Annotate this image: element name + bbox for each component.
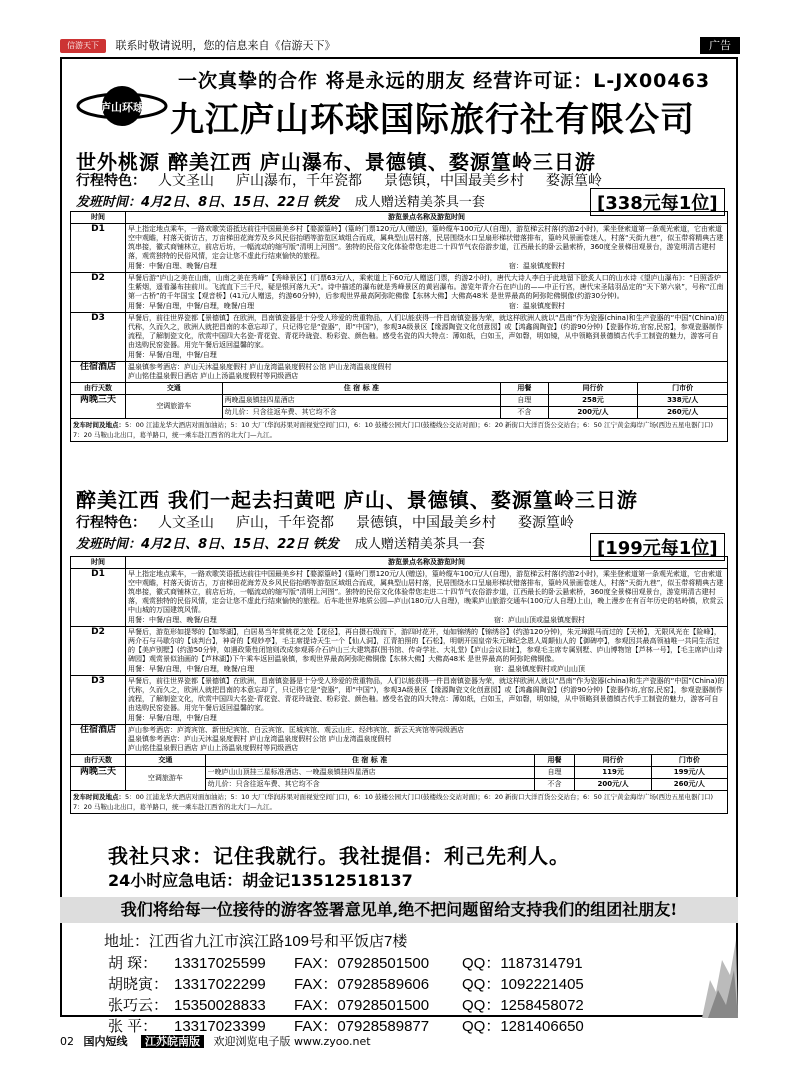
notes-line: 5：00 江浦龙华大酒店对面加油站；5：10 大厂(华润苏果对面视觉空间门口)，6：10 鼓楼公园大门口(鼓楼线公交站对面)；6：20 新街口大洋百货公交站台；6：50 江宁黄金海岸广场(西边五星电器门口) <box>125 793 714 801</box>
notes-line: 5：00 江浦龙华大酒店对面加油站；5：10 大厂(华润苏果对面视觉空间门口)，6：10 鼓楼公园大门口(鼓楼线公交站对面)；6：20 新街口大洋百货公交站台；6：50 江宁黄金海岸广场(西边五星电器门口) <box>125 421 714 429</box>
day-label: D3 <box>71 676 126 725</box>
col-time: 时间 <box>71 557 126 569</box>
std-gate-head: 门市价 <box>638 383 728 395</box>
departure-notes <box>71 419 728 442</box>
day-meal: 用餐：早餐/自理，中餐/自理 <box>128 714 217 722</box>
tour1-feature: 人文圣山 <box>158 173 214 189</box>
contact-row <box>108 1015 584 1036</box>
std-gate-price: 260元/人 <box>651 779 727 791</box>
emergency-hotline: 24小时应急电话：胡金记13512518137 <box>108 871 413 890</box>
std-peer-head: 同行价 <box>575 755 651 767</box>
std-stay-head: 住 宿 标 准 <box>222 383 501 395</box>
company-name: 九江庐山环球国际旅行社有限公司 <box>170 100 695 140</box>
publication-logo: 信游天下 <box>60 39 106 53</box>
std-meal: 自理 <box>534 767 575 779</box>
tour2-departure <box>76 533 485 552</box>
contact-phone: 13317025599 <box>174 955 266 972</box>
page-number: 02 <box>60 1035 74 1048</box>
tour1-itinerary <box>70 211 728 442</box>
contact-row <box>108 994 584 1015</box>
tour2-feature: 景德镇，中国最美乡村 <box>356 515 496 531</box>
header-bar <box>60 36 738 56</box>
tour2-title: 醉美江西 我们一起去扫黄吧 庐山、景德镇、婺源篁岭三日游 <box>76 488 638 512</box>
col-content: 游览景点名称及游览时间 <box>126 557 728 569</box>
day-label: D1 <box>71 569 126 627</box>
day-meal: 用餐：早餐/自理，中餐/自理，晚餐/自理 <box>128 302 255 310</box>
day-text: 早餐后游“庐山之美在山南，山南之美在秀峰”【秀峰景区】(门票63元/人，乘索道上下60元/人赠送门票，约游2小时)，唐代大诗人李白于此地留下脍炙人口的山水诗《望庐山瀑布》：“日照香炉生紫烟，遥看瀑布挂前川。飞流直下三千尺，疑是银河落九天”。诗中描述的瀑布就是秀峰景区的黄岩瀑布。游览年青介石在庐山的——中正行宫，唐代宋圣陆羽品定的“天下第六泉”，号称“江南第一古桥”的千年国宝【观音桥】(41元/人赠送，约游60分钟)，后参观世界最高阿弥陀佛像【东林大佛】大佛高48米 是世界最高的阿弥陀佛铜像(约游30分钟)。 <box>128 274 724 300</box>
company-slogan: 一次真挚的合作 将是永远的朋友 经营许可证：L-JX00463 <box>178 70 711 92</box>
notes-line: 7：20 马鞍山北出口，葛羊路口，统一乘车赴江西省的北大门—九江。 <box>73 431 276 439</box>
contact-qq: QQ：1258458072 <box>462 997 584 1014</box>
contact-fax: FAX：07928589606 <box>294 976 430 993</box>
contact-name: 胡 琛： <box>108 955 158 972</box>
day-label: D1 <box>71 224 126 273</box>
std-stay: 幼儿价：只含往返车费、其它均不含 <box>205 779 534 791</box>
day-label: D3 <box>71 313 126 362</box>
notes-label: 发车时间及地点： <box>73 421 125 429</box>
day-stay: 宿：温泉镇度假村 <box>509 302 565 310</box>
tour1-features <box>76 170 624 190</box>
std-gate-head: 门市价 <box>651 755 727 767</box>
col-content: 游览景点名称及游览时间 <box>126 212 728 224</box>
day-stay: 宿：温泉镇度假村或庐山山顶 <box>494 665 585 673</box>
day-text: 早餐后，前往世界瓷都【景德镇】在欧洲，昌南镇瓷器是十分受人珍爱的贵重物品，人们以能获得一件昌南镇瓷器为荣，就这样欧洲人就以“昌南”作为瓷器(china)和生产瓷器的“中国”(China)的代称，久而久之，欧洲人就把昌南的本意忘却了，只记得它是“瓷器”，即“中国”)，参观3A级景区【缘源陶瓷文化创意园】或【鸿鑫阁陶瓷】(约游90分钟)【瓷器作坊,官窑,民窑】，参观瓷器制作流程，了解制瓷文化，欣赏中国四大名瓷-青花瓷、青花玲珑瓷、粉彩瓷、颜色釉。感受名瓷的四大特点：薄如纸，白如玉，声如磬，明如镜，从中领略到景德镇古代手工制瓷的魅力，游客可自由选购民窑瓷器。用完午餐后返回温馨的家。 <box>128 677 725 712</box>
day-label: D2 <box>71 273 126 313</box>
contact-qq: QQ：1092221405 <box>462 976 584 993</box>
day-meal: 用餐：早餐/自理，中餐/自理，晚餐/自理 <box>128 665 255 673</box>
day-stay: 宿：温泉镇度假村 <box>509 262 565 270</box>
tour2-gift: 成人赠送精美茶具一套 <box>354 537 485 552</box>
std-stay: 幼儿价：只含往返车费、其它均不含 <box>222 407 501 419</box>
day-stay: 宿：庐山山顶或温泉镇度假村 <box>494 616 585 624</box>
tour1-feature: 景德镇，中国最美乡村 <box>384 173 524 189</box>
std-days: 两晚三天 <box>71 767 126 791</box>
hotel-label: 住宿酒店 <box>71 362 126 383</box>
tour2-feature: 人文圣山 <box>158 515 214 531</box>
tour2-depart-dates: 发班时间：4月2日、8日、15日、22日 铁发 <box>76 537 339 552</box>
std-peer-price: 200元/人 <box>575 779 651 791</box>
tour1-feature: 庐山瀑布，千年瓷都 <box>236 173 362 189</box>
day-content <box>126 676 728 725</box>
tour2-feature: 庐山，千年瓷都 <box>236 515 334 531</box>
std-meal-head: 用餐 <box>501 383 549 395</box>
std-traffic-head: 交通 <box>126 755 206 767</box>
header-notice: 联系时敬请说明，您的信息来自《信游天下》 <box>115 39 336 52</box>
tour1-gift: 成人赠送精美茶具一套 <box>354 195 485 210</box>
promo-slogan: 我社只求：记住我就行。我社提倡：利己先利人。 <box>108 844 570 868</box>
day-content <box>126 627 728 676</box>
std-gate-price: 199元/人 <box>651 767 727 779</box>
std-stay: 两晚温泉镇挂四星酒店 <box>222 395 501 407</box>
day-content <box>126 313 728 362</box>
day-content <box>126 224 728 273</box>
day-content <box>126 569 728 627</box>
day-meal: 用餐：早餐/自理，中餐/自理 <box>128 351 217 359</box>
notes-label: 发车时间及地点： <box>73 793 125 801</box>
tour1-depart-dates: 发班时间：4月2日、8日、15日、22日 铁发 <box>76 195 339 210</box>
contact-row <box>108 952 583 973</box>
std-meal: 不含 <box>534 779 575 791</box>
hotel-text: 庐山参考酒店：庐湾宾馆、新世纪宾馆、白云宾馆、匡城宾馆、观云山庄、经纬宾馆、新云天宾馆等同级酒店 温泉镇参考酒店：庐山天沐温泉度假村 庐山龙湾温泉度假村公馆 庐山龙湾温泉度假村 庐山铭佳温泉假日酒店 庐山上汤温泉度假村等同级酒店 <box>126 725 728 755</box>
service-banner: 我们将给每一位接待的游客签署意见单,绝不把问题留给支持我们的组团社朋友! <box>60 897 738 923</box>
contact-qq: QQ：1187314791 <box>462 955 583 972</box>
hotel-text: 温泉镇参考酒店：庐山天沐温泉度假村 庐山龙湾温泉度假村公馆 庐山龙湾温泉度假村 庐山铭佳温泉假日酒店 庐山上汤温泉度假村等同级酒店 <box>126 362 728 383</box>
tour1-title: 世外桃源 醉美江西 庐山瀑布、景德镇、婺源篁岭三日游 <box>76 150 596 174</box>
std-peer-price: 258元 <box>548 395 638 407</box>
contact-name: 张 平： <box>108 1018 158 1035</box>
contact-fax: FAX：07928589877 <box>294 1018 430 1035</box>
std-traffic-head: 交通 <box>126 383 223 395</box>
logo-text: 庐山环球 <box>100 101 144 114</box>
std-peer-head: 同行价 <box>548 383 638 395</box>
section-name: 国内短线 <box>83 1035 128 1048</box>
tour1-feature: 婺源篁岭 <box>546 173 602 189</box>
tour2-features <box>76 512 596 532</box>
day-label: D2 <box>71 627 126 676</box>
page-footer <box>60 1034 740 1050</box>
day-text: 早上指定地点乘车，一路欢歌笑语抵达前往中国最美乡村【婺源篁岭】(篁岭门票120元/人(赠送)，篁岭缆车100元/人(自理)，游览梯云村落(约游2小时)，乘坐登索道第一条观光索道，它由索道空中观瞻，村落天街访古，万亩梯田花海芳及乡风民俗抬晒等游览区域组合而成，属典型山居村落，民居围绕水口呈扇形梯状错落排布，篁岭风景画卷迷人，村落“天街九巷”，似玉带将精典古建筑串接，徽式商铺林立，前店后坊，一幅流动的缩写版“清明上河图”。独特的民俗文化体验带您走进二十四节气农俗游步道，江西最长的卧云悬索桥，360度全景梯田观景台，游览明清古建村落，观赏独特的民俗风情，定会让您不虚此行结束愉快的旅程。 <box>128 225 724 260</box>
tour1-features-label: 行程特色： <box>76 173 146 189</box>
day-content <box>126 273 728 313</box>
website-link[interactable]: 欢迎浏览电子版 www.zyoo.net <box>213 1035 371 1048</box>
contact-phone: 13317022299 <box>174 976 266 993</box>
tour2-itinerary <box>70 556 728 814</box>
ad-label: 广告 <box>700 37 740 54</box>
tour1-price: [338元每1位] <box>590 188 725 216</box>
std-days-head: 由行天数 <box>71 755 126 767</box>
std-days-head: 由行天数 <box>71 383 126 395</box>
std-peer-price: 119元 <box>575 767 651 779</box>
day-meal: 用餐：中餐/自理、晚餐/自理 <box>128 262 217 270</box>
std-bus: 空调旅游车 <box>126 395 223 419</box>
address: 地址：江西省九江市滨江路109号和平饭店7楼 <box>104 933 408 950</box>
std-stay: 一晚庐山山顶挂三星标准酒店、一晚温泉镇挂四星酒店 <box>205 767 534 779</box>
tour2-features-label: 行程特色： <box>76 515 146 531</box>
std-meal: 自理 <box>501 395 549 407</box>
tour2-price: [199元每1位] <box>590 533 725 561</box>
contact-row <box>108 973 584 994</box>
day-text: 早上指定地点乘车，一路欢歌笑语抵达前往中国最美乡村【婺源篁岭】(篁岭门票120元/人(赠送)，篁岭缆车100元/人(自理)，游览梯云村落(约游2小时)，乘坐登索道第一条观光索道，它由索道空中观瞻，村落天街访古，万亩梯田花海芳及乡风民俗抬晒等游览区域组合而成，属典型山居村落，民居围绕水口呈扇形梯状错落排布，篁岭风景画卷迷人，村落“天街九巷”，似玉带将精典古建筑串接，徽式商铺林立，前店后坊，一幅流动的缩写版“清明上河图”。独特的民俗文化体验带您走进二十四节气农俗游步道，江西最长的卧云悬索桥，360度全景梯田观景台，游览明清古建村落，观赏独特的民俗风情，定会让您不虚此行结束愉快的旅程。后车赴世界地质公园—庐山(180元/人自理)，晚乘庐山旅游交通车(100元/人自理)上山，晚上漫步在有百年历史的牯岭镇，欣赏云中山城的万国建筑风情。 <box>128 570 724 614</box>
edition-tag: 江苏皖南版 <box>141 1035 204 1048</box>
std-peer-price: 200元/人 <box>548 407 638 419</box>
ink-mountain-icon <box>700 920 738 1020</box>
std-days: 两晚三天 <box>71 395 126 419</box>
contact-fax: FAX：07928501500 <box>294 997 430 1014</box>
day-meal: 用餐：中餐/自理、晚餐/自理 <box>128 616 217 624</box>
col-time: 时间 <box>71 212 126 224</box>
notes-line: 7：20 马鞍山北出口，葛羊路口，统一乘车赴江西省的北大门—九江。 <box>73 803 276 811</box>
contact-phone: 13317023399 <box>174 1018 266 1035</box>
contact-name: 张巧云： <box>108 997 169 1014</box>
departure-notes <box>71 791 728 814</box>
std-stay-head: 住 宿 标 准 <box>205 755 534 767</box>
contact-fax: FAX：07928501500 <box>294 955 430 972</box>
contact-name: 胡晓寅： <box>108 976 169 993</box>
hotel-label: 住宿酒店 <box>71 725 126 755</box>
tour2-feature: 婺源篁岭 <box>518 515 574 531</box>
tour1-departure <box>76 191 485 210</box>
std-meal: 不含 <box>501 407 549 419</box>
std-meal-head: 用餐 <box>534 755 575 767</box>
std-gate-price: 338元/人 <box>638 395 728 407</box>
contact-qq: QQ：1281406650 <box>462 1018 584 1035</box>
globe-logo-icon <box>76 80 168 132</box>
std-gate-price: 260元/人 <box>638 407 728 419</box>
day-text: 早餐后，前往世界瓷都【景德镇】在欧洲，昌南镇瓷器是十分受人珍爱的贵重物品，人们以能获得一件昌南镇瓷器为荣，就这样欧洲人就以“昌南”作为瓷器(china)和生产瓷器的“中国”(China)的代称，久而久之，欧洲人就把昌南的本意忘却了，只记得它是“瓷器”，即“中国”)，参观3A级景区【缘源陶瓷文化创意园】或【鸿鑫阁陶瓷】(约游90分钟)【瓷器作坊,官窑,民窑】，参观瓷器制作流程，了解制瓷文化，欣赏中国四大名瓷-青花瓷、青花玲珑瓷、粉彩瓷、颜色釉。感受名瓷的四大特点：薄如纸，白如玉，声如磬，明如镜，从中领略到景德镇古代手工制瓷的魅力，游客可自由选购民窑瓷器。用完午餐后返回温馨的家。 <box>128 314 725 349</box>
contact-phone: 15350028833 <box>174 997 266 1014</box>
day-text: 早餐后，游览形如提琴的【如琴湖】，白居易当年赏桃花之处【花径】，再自摄石级而下，游四时花开，灿如锦绣的【锦绣谷】(约游120分钟)，朱元璋跟马而过的【天桥】，无限风光在【险峰】，两介石与马歇尔的【谈判台】，神奇的【观妙亭】，毛主席提诗天生一个【仙人洞】，江青拍照的【石松】，明朝开国皇帝朱元璋纪念恩人周颠仙人的【御碑亭】，参观因共最高领袖唯一共同生活过的【美庐别墅】(约游50分钟，如遇政策性闭馆则改成参观蒋介石庐山三大建筑群(图书馆、传奇学社、大礼堂)【庐山会议旧址】，参观毛主席专属别墅、庐山博物馆【芦林一号】，【毛主席庐山诗碑园】观赏景似油画的【芦林湖】)下午乘车返回温泉镇，参观世界最高阿弥陀佛铜像【东林大佛】大佛高48米 是世界最高的阿弥陀佛铜像。 <box>128 628 723 663</box>
std-bus: 空调旅游车 <box>126 767 206 791</box>
